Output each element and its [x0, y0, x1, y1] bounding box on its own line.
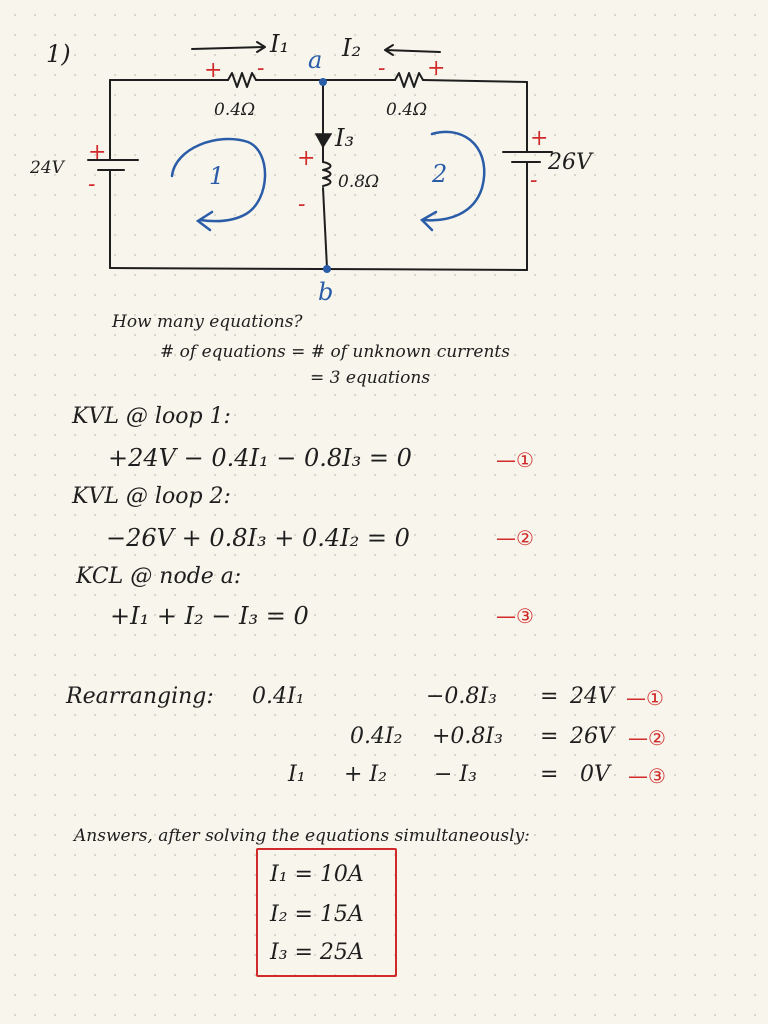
rearr-row1-ref: —① [626, 686, 664, 710]
resistor-right-zigzag [395, 73, 423, 87]
equations-count-line1: # of equations = # of unknown currents [160, 342, 510, 362]
circuit-diagram [0, 0, 768, 320]
kcl-ref: —③ [496, 604, 534, 628]
battery-left-minus: - [88, 172, 96, 197]
battery-right-voltage: 26V [548, 150, 592, 175]
battery-right-minus: - [530, 168, 538, 193]
battery-left-plus: + [88, 140, 107, 165]
kvl2-label: KVL @ loop 2: [72, 484, 231, 509]
kvl1-equation: +24V − 0.4I₁ − 0.8I₃ = 0 [108, 444, 412, 472]
resistor-middle-value: 0.8Ω [338, 172, 380, 192]
arrow-i1 [192, 42, 265, 52]
rearr-row1-rhs: 24V [570, 684, 614, 709]
rearr-row3-ref: —③ [628, 764, 666, 788]
answer-i3: I₃ = 25A [270, 940, 364, 965]
kcl-equation: +I₁ + I₂ − I₃ = 0 [110, 602, 309, 630]
resistor-right-plus: + [427, 56, 446, 81]
current-i3-label: I₃ [335, 124, 355, 152]
kvl2-ref: —② [496, 526, 534, 550]
rearranging-label: Rearranging: [66, 684, 214, 709]
resistor-right-minus: - [378, 56, 386, 81]
answers-label: Answers, after solving the equations simultaneously: [74, 826, 530, 846]
resistor-left-minus: - [257, 56, 265, 81]
node-b-label: b [318, 278, 334, 306]
resistor-left-zigzag [228, 73, 256, 87]
wire-bottom [110, 268, 527, 270]
rearr-row1-c3: −0.8I₃ [426, 684, 497, 709]
rearr-row3-c3: − I₃ [434, 762, 477, 787]
loop-1-label: 1 [209, 162, 225, 190]
battery-left-voltage: 24V [30, 158, 64, 178]
kvl1-ref: —① [496, 448, 534, 472]
arrow-i2 [385, 45, 440, 55]
rearr-row2-c3: +0.8I₃ [432, 724, 503, 749]
answer-i2: I₂ = 15A [270, 902, 364, 927]
node-b-dot [323, 265, 331, 273]
kvl1-label: KVL @ loop 1: [72, 404, 231, 429]
rearr-row3-eq: = [540, 762, 559, 787]
problem-number: 1) [46, 40, 71, 68]
rearr-row1-c1: 0.4I₁ [252, 684, 305, 709]
kcl-label: KCL @ node a: [76, 564, 242, 589]
rearr-row1-eq: = [540, 684, 559, 709]
rearr-row2-ref: —② [628, 726, 666, 750]
resistor-middle-zigzag [323, 162, 331, 186]
answer-box [256, 848, 397, 977]
wire-middle-bottom [323, 188, 327, 268]
rearr-row3-c2: + I₂ [344, 762, 387, 787]
rearr-row2-c2: 0.4I₂ [350, 724, 403, 749]
equations-count-line2: = 3 equations [310, 368, 431, 388]
kvl2-equation: −26V + 0.8I₃ + 0.4I₂ = 0 [106, 524, 410, 552]
battery-right-plus: + [530, 126, 549, 151]
resistor-right-value: 0.4Ω [386, 100, 428, 120]
resistor-left-value: 0.4Ω [214, 100, 256, 120]
rearr-row2-rhs: 26V [570, 724, 614, 749]
node-a-dot [319, 78, 327, 86]
loop-2-label: 2 [432, 160, 448, 188]
answer-i1: I₁ = 10A [270, 862, 364, 887]
resistor-middle-plus: + [297, 146, 316, 171]
resistor-left-plus: + [204, 58, 223, 83]
current-i2-label: I₂ [342, 34, 362, 62]
rearr-row3-c1: I₁ [288, 762, 306, 787]
resistor-middle-minus: - [298, 192, 306, 217]
rearr-row2-eq: = [540, 724, 559, 749]
arrow-i3 [316, 134, 331, 147]
question-text: How many equations? [112, 312, 303, 332]
rearr-row3-rhs: 0V [580, 762, 610, 787]
current-i1-label: I₁ [270, 30, 290, 58]
node-a-label: a [308, 46, 323, 74]
